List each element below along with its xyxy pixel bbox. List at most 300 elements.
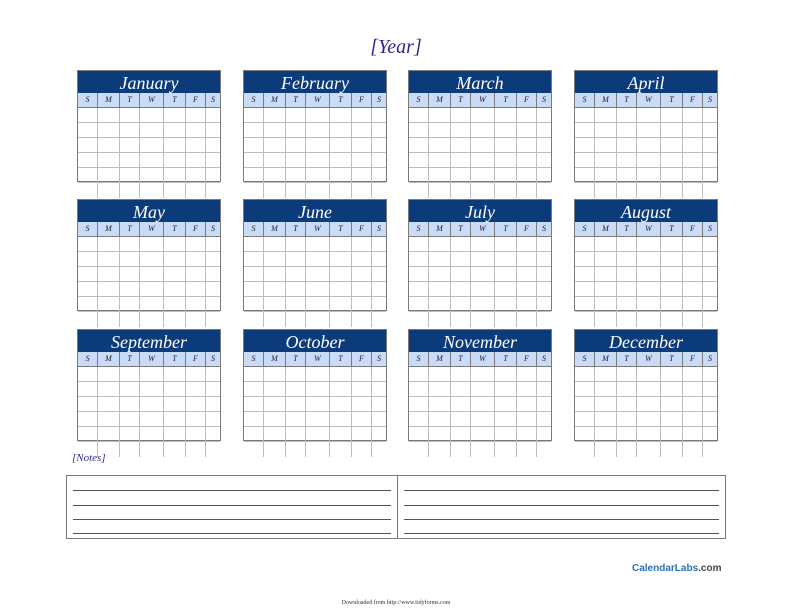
day-cell[interactable] bbox=[286, 312, 306, 327]
day-cell[interactable] bbox=[471, 282, 495, 297]
day-cell[interactable] bbox=[429, 138, 451, 153]
day-cell[interactable] bbox=[495, 267, 517, 282]
day-cell[interactable] bbox=[98, 382, 120, 397]
day-cell[interactable] bbox=[661, 297, 683, 312]
day-cell[interactable] bbox=[683, 442, 703, 457]
day-cell[interactable] bbox=[683, 267, 703, 282]
day-cell[interactable] bbox=[661, 153, 683, 168]
day-cell[interactable] bbox=[264, 108, 286, 123]
day-cell[interactable] bbox=[595, 382, 617, 397]
day-cell[interactable] bbox=[517, 312, 537, 327]
day-cell[interactable] bbox=[517, 138, 537, 153]
day-cell[interactable] bbox=[451, 168, 471, 183]
day-cell[interactable] bbox=[617, 367, 637, 382]
day-cell[interactable] bbox=[78, 297, 98, 312]
day-cell[interactable] bbox=[264, 168, 286, 183]
day-cell[interactable] bbox=[517, 153, 537, 168]
day-cell[interactable] bbox=[286, 138, 306, 153]
day-cell[interactable] bbox=[451, 237, 471, 252]
day-cell[interactable] bbox=[330, 297, 352, 312]
day-cell[interactable] bbox=[409, 252, 429, 267]
day-cell[interactable] bbox=[78, 153, 98, 168]
day-cell[interactable] bbox=[429, 153, 451, 168]
day-cell[interactable] bbox=[575, 267, 595, 282]
day-cell[interactable] bbox=[703, 382, 717, 397]
day-cell[interactable] bbox=[537, 367, 551, 382]
day-cell[interactable] bbox=[164, 183, 186, 198]
day-cell[interactable] bbox=[186, 297, 206, 312]
day-cell[interactable] bbox=[429, 267, 451, 282]
day-cell[interactable] bbox=[330, 367, 352, 382]
day-cell[interactable] bbox=[98, 237, 120, 252]
day-cell[interactable] bbox=[286, 397, 306, 412]
day-cell[interactable] bbox=[330, 168, 352, 183]
day-cell[interactable] bbox=[429, 427, 451, 442]
day-cell[interactable] bbox=[372, 442, 386, 457]
day-cell[interactable] bbox=[78, 397, 98, 412]
day-cell[interactable] bbox=[517, 442, 537, 457]
day-cell[interactable] bbox=[330, 282, 352, 297]
day-cell[interactable] bbox=[575, 397, 595, 412]
day-cell[interactable] bbox=[451, 397, 471, 412]
day-cell[interactable] bbox=[495, 382, 517, 397]
day-cell[interactable] bbox=[661, 138, 683, 153]
day-cell[interactable] bbox=[330, 237, 352, 252]
day-cell[interactable] bbox=[683, 282, 703, 297]
day-cell[interactable] bbox=[517, 412, 537, 427]
day-cell[interactable] bbox=[186, 252, 206, 267]
day-cell[interactable] bbox=[495, 237, 517, 252]
day-cell[interactable] bbox=[537, 297, 551, 312]
day-cell[interactable] bbox=[637, 237, 661, 252]
day-cell[interactable] bbox=[429, 108, 451, 123]
day-cell[interactable] bbox=[595, 397, 617, 412]
day-cell[interactable] bbox=[429, 312, 451, 327]
day-cell[interactable] bbox=[120, 382, 140, 397]
day-cell[interactable] bbox=[186, 382, 206, 397]
day-cell[interactable] bbox=[703, 297, 717, 312]
day-cell[interactable] bbox=[306, 382, 330, 397]
day-cell[interactable] bbox=[244, 267, 264, 282]
day-cell[interactable] bbox=[575, 138, 595, 153]
day-cell[interactable] bbox=[617, 108, 637, 123]
day-cell[interactable] bbox=[703, 237, 717, 252]
day-cell[interactable] bbox=[703, 312, 717, 327]
day-cell[interactable] bbox=[78, 168, 98, 183]
day-cell[interactable] bbox=[661, 252, 683, 267]
day-cell[interactable] bbox=[244, 397, 264, 412]
day-cell[interactable] bbox=[206, 297, 220, 312]
day-cell[interactable] bbox=[471, 267, 495, 282]
day-cell[interactable] bbox=[661, 442, 683, 457]
day-cell[interactable] bbox=[206, 267, 220, 282]
day-cell[interactable] bbox=[637, 397, 661, 412]
day-cell[interactable] bbox=[637, 412, 661, 427]
day-cell[interactable] bbox=[703, 168, 717, 183]
day-cell[interactable] bbox=[372, 412, 386, 427]
day-cell[interactable] bbox=[537, 397, 551, 412]
day-cell[interactable] bbox=[617, 297, 637, 312]
day-cell[interactable] bbox=[186, 123, 206, 138]
day-cell[interactable] bbox=[595, 237, 617, 252]
day-cell[interactable] bbox=[575, 282, 595, 297]
day-cell[interactable] bbox=[703, 123, 717, 138]
day-cell[interactable] bbox=[330, 397, 352, 412]
day-cell[interactable] bbox=[206, 312, 220, 327]
day-cell[interactable] bbox=[537, 312, 551, 327]
day-cell[interactable] bbox=[306, 138, 330, 153]
day-cell[interactable] bbox=[575, 427, 595, 442]
day-cell[interactable] bbox=[140, 442, 164, 457]
day-cell[interactable] bbox=[352, 382, 372, 397]
day-cell[interactable] bbox=[617, 282, 637, 297]
day-cell[interactable] bbox=[595, 123, 617, 138]
day-cell[interactable] bbox=[98, 138, 120, 153]
day-cell[interactable] bbox=[352, 367, 372, 382]
day-cell[interactable] bbox=[409, 397, 429, 412]
day-cell[interactable] bbox=[637, 312, 661, 327]
day-cell[interactable] bbox=[186, 312, 206, 327]
day-cell[interactable] bbox=[330, 183, 352, 198]
day-cell[interactable] bbox=[372, 282, 386, 297]
day-cell[interactable] bbox=[451, 108, 471, 123]
day-cell[interactable] bbox=[206, 153, 220, 168]
day-cell[interactable] bbox=[595, 267, 617, 282]
day-cell[interactable] bbox=[286, 183, 306, 198]
day-cell[interactable] bbox=[683, 138, 703, 153]
day-cell[interactable] bbox=[372, 237, 386, 252]
day-cell[interactable] bbox=[164, 427, 186, 442]
day-cell[interactable] bbox=[330, 382, 352, 397]
day-cell[interactable] bbox=[683, 382, 703, 397]
day-cell[interactable] bbox=[264, 297, 286, 312]
day-cell[interactable] bbox=[372, 297, 386, 312]
day-cell[interactable] bbox=[306, 312, 330, 327]
day-cell[interactable] bbox=[451, 282, 471, 297]
day-cell[interactable] bbox=[637, 267, 661, 282]
day-cell[interactable] bbox=[244, 108, 264, 123]
day-cell[interactable] bbox=[264, 367, 286, 382]
day-cell[interactable] bbox=[409, 168, 429, 183]
day-cell[interactable] bbox=[575, 252, 595, 267]
day-cell[interactable] bbox=[409, 442, 429, 457]
day-cell[interactable] bbox=[409, 297, 429, 312]
day-cell[interactable] bbox=[164, 153, 186, 168]
day-cell[interactable] bbox=[286, 153, 306, 168]
day-cell[interactable] bbox=[186, 237, 206, 252]
day-cell[interactable] bbox=[495, 312, 517, 327]
day-cell[interactable] bbox=[661, 237, 683, 252]
day-cell[interactable] bbox=[683, 427, 703, 442]
day-cell[interactable] bbox=[264, 382, 286, 397]
day-cell[interactable] bbox=[286, 237, 306, 252]
day-cell[interactable] bbox=[661, 123, 683, 138]
day-cell[interactable] bbox=[164, 442, 186, 457]
day-cell[interactable] bbox=[575, 168, 595, 183]
day-cell[interactable] bbox=[286, 442, 306, 457]
day-cell[interactable] bbox=[206, 442, 220, 457]
day-cell[interactable] bbox=[352, 138, 372, 153]
day-cell[interactable] bbox=[120, 397, 140, 412]
day-cell[interactable] bbox=[372, 267, 386, 282]
day-cell[interactable] bbox=[164, 397, 186, 412]
day-cell[interactable] bbox=[306, 237, 330, 252]
day-cell[interactable] bbox=[140, 138, 164, 153]
day-cell[interactable] bbox=[164, 412, 186, 427]
day-cell[interactable] bbox=[306, 297, 330, 312]
day-cell[interactable] bbox=[661, 267, 683, 282]
day-cell[interactable] bbox=[306, 153, 330, 168]
day-cell[interactable] bbox=[575, 108, 595, 123]
day-cell[interactable] bbox=[186, 282, 206, 297]
day-cell[interactable] bbox=[186, 367, 206, 382]
day-cell[interactable] bbox=[703, 412, 717, 427]
day-cell[interactable] bbox=[244, 237, 264, 252]
day-cell[interactable] bbox=[244, 138, 264, 153]
day-cell[interactable] bbox=[244, 252, 264, 267]
day-cell[interactable] bbox=[330, 123, 352, 138]
day-cell[interactable] bbox=[164, 168, 186, 183]
day-cell[interactable] bbox=[575, 123, 595, 138]
day-cell[interactable] bbox=[517, 397, 537, 412]
day-cell[interactable] bbox=[352, 123, 372, 138]
day-cell[interactable] bbox=[286, 427, 306, 442]
day-cell[interactable] bbox=[661, 183, 683, 198]
day-cell[interactable] bbox=[595, 427, 617, 442]
day-cell[interactable] bbox=[575, 442, 595, 457]
day-cell[interactable] bbox=[661, 282, 683, 297]
day-cell[interactable] bbox=[617, 237, 637, 252]
day-cell[interactable] bbox=[78, 123, 98, 138]
day-cell[interactable] bbox=[98, 108, 120, 123]
day-cell[interactable] bbox=[595, 138, 617, 153]
day-cell[interactable] bbox=[495, 123, 517, 138]
day-cell[interactable] bbox=[372, 252, 386, 267]
day-cell[interactable] bbox=[617, 312, 637, 327]
day-cell[interactable] bbox=[330, 442, 352, 457]
day-cell[interactable] bbox=[186, 138, 206, 153]
day-cell[interactable] bbox=[409, 367, 429, 382]
day-cell[interactable] bbox=[495, 427, 517, 442]
day-cell[interactable] bbox=[306, 412, 330, 427]
day-cell[interactable] bbox=[120, 282, 140, 297]
day-cell[interactable] bbox=[372, 123, 386, 138]
day-cell[interactable] bbox=[78, 382, 98, 397]
day-cell[interactable] bbox=[120, 427, 140, 442]
day-cell[interactable] bbox=[352, 108, 372, 123]
day-cell[interactable] bbox=[140, 412, 164, 427]
day-cell[interactable] bbox=[330, 427, 352, 442]
day-cell[interactable] bbox=[517, 297, 537, 312]
day-cell[interactable] bbox=[451, 252, 471, 267]
day-cell[interactable] bbox=[637, 282, 661, 297]
day-cell[interactable] bbox=[429, 123, 451, 138]
day-cell[interactable] bbox=[409, 123, 429, 138]
day-cell[interactable] bbox=[637, 108, 661, 123]
day-cell[interactable] bbox=[120, 297, 140, 312]
day-cell[interactable] bbox=[451, 367, 471, 382]
day-cell[interactable] bbox=[575, 382, 595, 397]
day-cell[interactable] bbox=[537, 237, 551, 252]
day-cell[interactable] bbox=[352, 267, 372, 282]
day-cell[interactable] bbox=[164, 108, 186, 123]
day-cell[interactable] bbox=[120, 138, 140, 153]
day-cell[interactable] bbox=[206, 183, 220, 198]
day-cell[interactable] bbox=[78, 282, 98, 297]
day-cell[interactable] bbox=[617, 397, 637, 412]
day-cell[interactable] bbox=[330, 267, 352, 282]
day-cell[interactable] bbox=[286, 367, 306, 382]
day-cell[interactable] bbox=[595, 312, 617, 327]
day-cell[interactable] bbox=[471, 168, 495, 183]
day-cell[interactable] bbox=[471, 237, 495, 252]
day-cell[interactable] bbox=[537, 123, 551, 138]
day-cell[interactable] bbox=[372, 168, 386, 183]
day-cell[interactable] bbox=[120, 123, 140, 138]
day-cell[interactable] bbox=[537, 138, 551, 153]
day-cell[interactable] bbox=[244, 282, 264, 297]
day-cell[interactable] bbox=[140, 237, 164, 252]
day-cell[interactable] bbox=[471, 312, 495, 327]
day-cell[interactable] bbox=[140, 183, 164, 198]
day-cell[interactable] bbox=[409, 183, 429, 198]
day-cell[interactable] bbox=[206, 138, 220, 153]
day-cell[interactable] bbox=[451, 138, 471, 153]
day-cell[interactable] bbox=[451, 412, 471, 427]
notes-column-left[interactable] bbox=[67, 476, 398, 538]
day-cell[interactable] bbox=[164, 252, 186, 267]
day-cell[interactable] bbox=[306, 252, 330, 267]
day-cell[interactable] bbox=[140, 267, 164, 282]
day-cell[interactable] bbox=[164, 367, 186, 382]
day-cell[interactable] bbox=[98, 412, 120, 427]
day-cell[interactable] bbox=[264, 153, 286, 168]
day-cell[interactable] bbox=[617, 442, 637, 457]
day-cell[interactable] bbox=[471, 123, 495, 138]
day-cell[interactable] bbox=[140, 427, 164, 442]
day-cell[interactable] bbox=[352, 412, 372, 427]
day-cell[interactable] bbox=[471, 367, 495, 382]
day-cell[interactable] bbox=[683, 252, 703, 267]
day-cell[interactable] bbox=[517, 367, 537, 382]
day-cell[interactable] bbox=[409, 282, 429, 297]
day-cell[interactable] bbox=[661, 427, 683, 442]
day-cell[interactable] bbox=[78, 412, 98, 427]
day-cell[interactable] bbox=[617, 168, 637, 183]
day-cell[interactable] bbox=[244, 153, 264, 168]
day-cell[interactable] bbox=[264, 312, 286, 327]
day-cell[interactable] bbox=[206, 397, 220, 412]
day-cell[interactable] bbox=[264, 412, 286, 427]
day-cell[interactable] bbox=[140, 252, 164, 267]
day-cell[interactable] bbox=[703, 153, 717, 168]
day-cell[interactable] bbox=[352, 297, 372, 312]
day-cell[interactable] bbox=[471, 252, 495, 267]
day-cell[interactable] bbox=[286, 108, 306, 123]
day-cell[interactable] bbox=[264, 183, 286, 198]
day-cell[interactable] bbox=[120, 237, 140, 252]
day-cell[interactable] bbox=[206, 367, 220, 382]
day-cell[interactable] bbox=[495, 397, 517, 412]
day-cell[interactable] bbox=[120, 183, 140, 198]
day-cell[interactable] bbox=[164, 312, 186, 327]
day-cell[interactable] bbox=[120, 442, 140, 457]
day-cell[interactable] bbox=[661, 367, 683, 382]
day-cell[interactable] bbox=[264, 267, 286, 282]
day-cell[interactable] bbox=[78, 237, 98, 252]
day-cell[interactable] bbox=[186, 153, 206, 168]
day-cell[interactable] bbox=[575, 412, 595, 427]
day-cell[interactable] bbox=[683, 367, 703, 382]
day-cell[interactable] bbox=[617, 153, 637, 168]
day-cell[interactable] bbox=[451, 267, 471, 282]
day-cell[interactable] bbox=[372, 138, 386, 153]
day-cell[interactable] bbox=[451, 123, 471, 138]
day-cell[interactable] bbox=[330, 138, 352, 153]
day-cell[interactable] bbox=[98, 312, 120, 327]
day-cell[interactable] bbox=[517, 108, 537, 123]
day-cell[interactable] bbox=[683, 168, 703, 183]
day-cell[interactable] bbox=[683, 153, 703, 168]
day-cell[interactable] bbox=[206, 237, 220, 252]
day-cell[interactable] bbox=[352, 397, 372, 412]
day-cell[interactable] bbox=[617, 412, 637, 427]
day-cell[interactable] bbox=[330, 252, 352, 267]
day-cell[interactable] bbox=[495, 153, 517, 168]
day-cell[interactable] bbox=[140, 382, 164, 397]
day-cell[interactable] bbox=[471, 153, 495, 168]
day-cell[interactable] bbox=[78, 183, 98, 198]
day-cell[interactable] bbox=[495, 168, 517, 183]
day-cell[interactable] bbox=[703, 427, 717, 442]
day-cell[interactable] bbox=[429, 183, 451, 198]
day-cell[interactable] bbox=[575, 237, 595, 252]
day-cell[interactable] bbox=[575, 297, 595, 312]
day-cell[interactable] bbox=[140, 123, 164, 138]
day-cell[interactable] bbox=[537, 442, 551, 457]
day-cell[interactable] bbox=[264, 282, 286, 297]
day-cell[interactable] bbox=[186, 412, 206, 427]
day-cell[interactable] bbox=[595, 252, 617, 267]
day-cell[interactable] bbox=[264, 138, 286, 153]
day-cell[interactable] bbox=[352, 282, 372, 297]
day-cell[interactable] bbox=[306, 367, 330, 382]
day-cell[interactable] bbox=[409, 237, 429, 252]
day-cell[interactable] bbox=[451, 427, 471, 442]
day-cell[interactable] bbox=[451, 312, 471, 327]
day-cell[interactable] bbox=[78, 138, 98, 153]
day-cell[interactable] bbox=[537, 108, 551, 123]
day-cell[interactable] bbox=[140, 367, 164, 382]
day-cell[interactable] bbox=[186, 183, 206, 198]
day-cell[interactable] bbox=[372, 183, 386, 198]
day-cell[interactable] bbox=[471, 427, 495, 442]
day-cell[interactable] bbox=[637, 153, 661, 168]
day-cell[interactable] bbox=[517, 267, 537, 282]
day-cell[interactable] bbox=[661, 397, 683, 412]
day-cell[interactable] bbox=[595, 367, 617, 382]
day-cell[interactable] bbox=[120, 367, 140, 382]
day-cell[interactable] bbox=[244, 412, 264, 427]
day-cell[interactable] bbox=[306, 427, 330, 442]
day-cell[interactable] bbox=[164, 282, 186, 297]
day-cell[interactable] bbox=[98, 427, 120, 442]
day-cell[interactable] bbox=[372, 153, 386, 168]
day-cell[interactable] bbox=[703, 397, 717, 412]
day-cell[interactable] bbox=[495, 183, 517, 198]
day-cell[interactable] bbox=[140, 397, 164, 412]
day-cell[interactable] bbox=[120, 312, 140, 327]
